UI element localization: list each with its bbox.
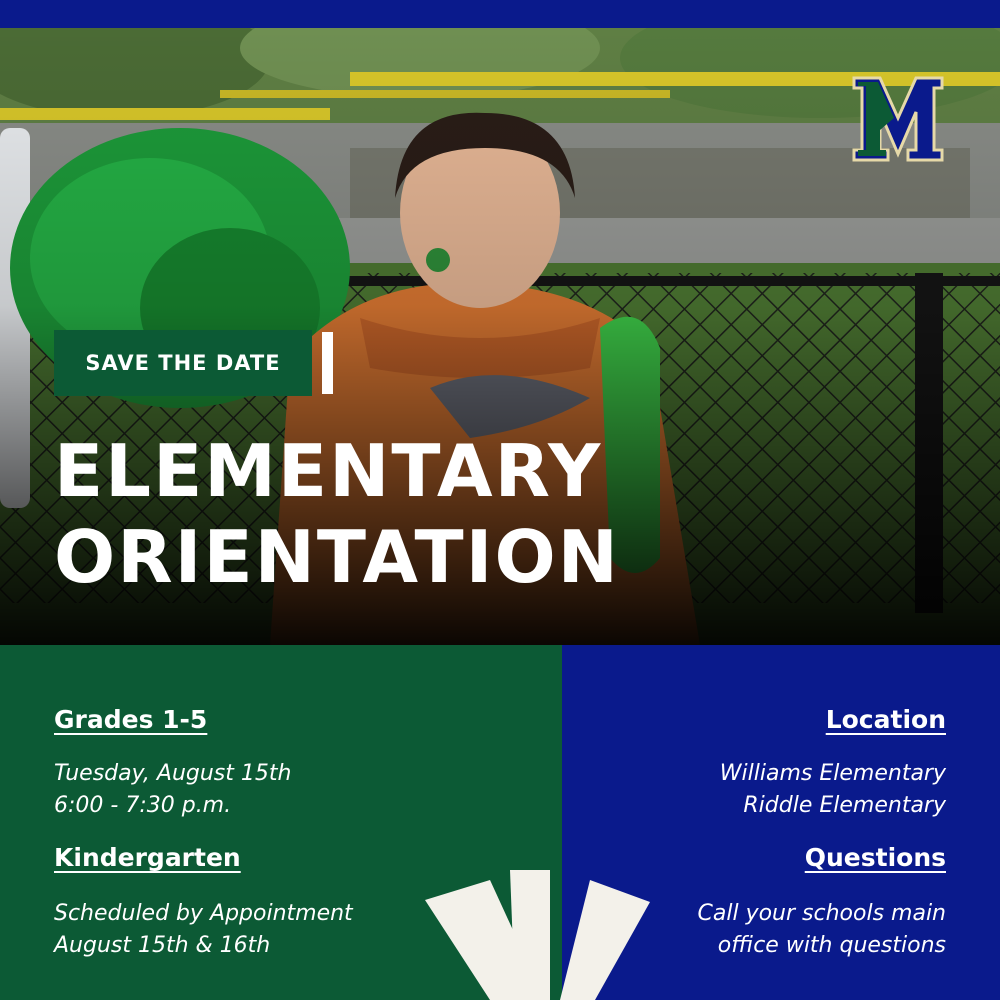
location-school-2: Riddle Elementary: [743, 793, 946, 818]
save-the-date-badge: [54, 330, 312, 396]
page-title: [54, 428, 774, 600]
questions-line-2: office with questions: [717, 933, 946, 958]
title-line-2: ORIENTATION: [54, 515, 620, 599]
top-blue-bar: [0, 0, 1000, 28]
location-heading: Location: [825, 705, 946, 734]
school-logo-icon: [850, 70, 946, 166]
kindergarten-dates: August 15th & 16th: [54, 933, 271, 958]
grades-heading: Grades 1-5: [54, 705, 208, 734]
badge-accent-bar: [322, 332, 333, 394]
grades-date: Tuesday, August 15th: [54, 761, 292, 786]
title-line-1: ELEMENTARY: [54, 429, 603, 513]
location-school-1: Williams Elementary: [719, 761, 946, 786]
questions-line-1: Call your schools main: [697, 901, 946, 926]
save-the-date-label: SAVE THE DATE: [85, 351, 281, 375]
kindergarten-heading: Kindergarten: [54, 843, 241, 872]
kindergarten-schedule: Scheduled by Appointment: [54, 901, 353, 926]
grades-time: 6:00 - 7:30 p.m.: [54, 793, 232, 818]
questions-heading: Questions: [804, 843, 946, 872]
decorative-chevron-icon: [420, 870, 660, 1000]
